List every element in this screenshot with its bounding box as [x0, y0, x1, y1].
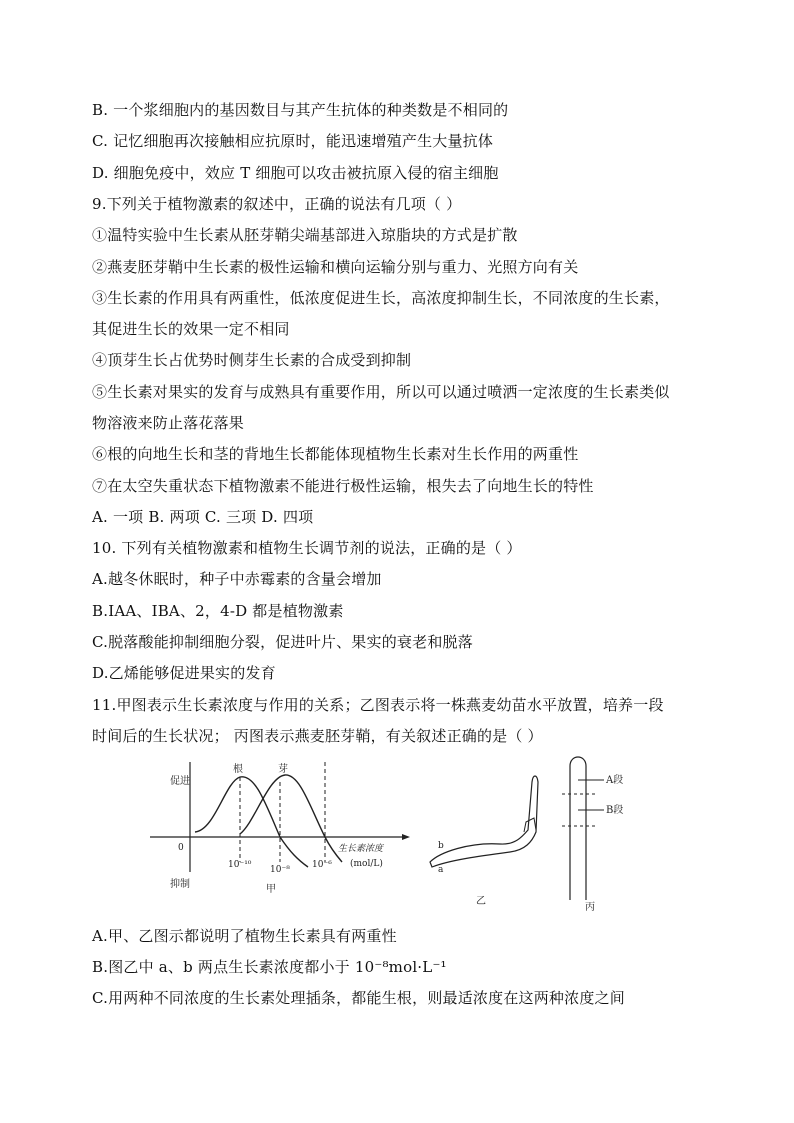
point-a-label: a: [438, 865, 444, 875]
tick-label-10: 10⁻¹⁰: [228, 860, 252, 870]
seedling-shape: [430, 776, 538, 867]
y-top-label: 促进: [170, 776, 190, 787]
figure-bing: [562, 757, 623, 912]
option-c-q8: C. 记忆细胞再次接触相应抗原时，能迅速增殖产生大量抗体: [92, 132, 494, 150]
statement-5-cont: 物溶液来防止落花落果: [92, 414, 245, 432]
figure-jia: [150, 762, 410, 895]
caption-yi: 乙: [476, 896, 486, 907]
statement-7: ⑦在太空失重状态下植物激素不能进行极性运输，根失去了向地生长的特性: [92, 477, 594, 495]
question-11-stem-cont: 时间后的生长状况； 丙图表示燕麦胚芽鞘，有关叙述正确的是（ ）: [92, 727, 543, 745]
unit-label: (mol/L): [350, 859, 383, 869]
option-b-q10: B.IAA、IBA、2，4-D 都是植物激素: [92, 602, 344, 620]
segment-a-label: A段: [606, 775, 624, 786]
statement-1: ①温特实验中生长素从胚芽鞘尖端基部进入琼脂块的方式是扩散: [92, 226, 518, 244]
origin-label: 0: [178, 843, 184, 853]
root-label: 根: [233, 764, 243, 775]
question-11-stem: 11.甲图表示生长素浓度与作用的关系；乙图表示将一株燕麦幼苗水平放置，培养一段: [92, 696, 664, 714]
caption-jia: 甲: [266, 884, 276, 895]
statement-6: ⑥根的向地生长和茎的背地生长都能体现植物生长素对生长作用的两重性: [92, 445, 579, 463]
statement-4: ④顶芽生长占优势时侧芽生长素的合成受到抑制: [92, 351, 412, 369]
statement-2: ②燕麦胚芽鞘中生长素的极性运输和横向运输分别与重力、光照方向有关: [92, 258, 579, 276]
option-c-q10: C.脱落酸能抑制细胞分裂，促进叶片、果实的衰老和脱落: [92, 633, 473, 651]
coleoptile-outline: [570, 757, 586, 900]
question-9-options: A. 一项 B. 两项 C. 三项 D. 四项: [92, 508, 314, 526]
option-b-q11: B.图乙中 a、b 两点生长素浓度都小于 10⁻⁸mol·L⁻¹: [92, 958, 447, 976]
figure-yi: [430, 776, 538, 907]
tick-label-8: 10⁻⁸: [270, 865, 290, 875]
question-9-stem: 9.下列关于植物激素的叙述中，正确的说法有几项（ ）: [92, 195, 462, 213]
option-d-q8: D. 细胞免疫中，效应 T 细胞可以攻击被抗原入侵的宿主细胞: [92, 164, 499, 182]
point-b-label: b: [438, 841, 444, 851]
seedling-node: [524, 818, 536, 832]
x-axis-label: 生长素浓度: [338, 844, 384, 854]
root-curve: [195, 777, 308, 867]
option-c-q11: C.用两种不同浓度的生长素处理插条，都能生根，则最适浓度在这两种浓度之间: [92, 989, 625, 1007]
y-bottom-label: 抑制: [170, 879, 190, 890]
bud-curve: [240, 775, 342, 862]
bud-label: 芽: [278, 764, 288, 775]
caption-bing: 丙: [585, 902, 595, 912]
statement-5: ⑤生长素对果实的发育与成熟具有重要作用，所以可以通过喷洒一定浓度的生长素类似: [92, 383, 670, 401]
question-10-stem: 10. 下列有关植物激素和植物生长调节剂的说法，正确的是（ ）: [92, 539, 522, 557]
option-d-q10: D.乙烯能够促进果实的发育: [92, 664, 276, 682]
x-axis-arrow: [402, 834, 410, 840]
option-b-q8: B. 一个浆细胞内的基因数目与其产生抗体的种类数是不相同的: [92, 101, 509, 119]
option-a-q11: A.甲、乙图示都说明了植物生长素具有两重性: [92, 927, 397, 945]
statement-3-cont: 其促进生长的效果一定不相同: [92, 320, 290, 338]
statement-3: ③生长素的作用具有两重性，低浓度促进生长，高浓度抑制生长，不同浓度的生长素，: [92, 289, 670, 307]
tick-label-6: 10⁻⁶: [312, 860, 332, 870]
option-a-q10: A.越冬休眠时，种子中赤霉素的含量会增加: [92, 570, 382, 588]
question-11-figure: [140, 752, 660, 912]
segment-b-label: B段: [606, 805, 624, 816]
